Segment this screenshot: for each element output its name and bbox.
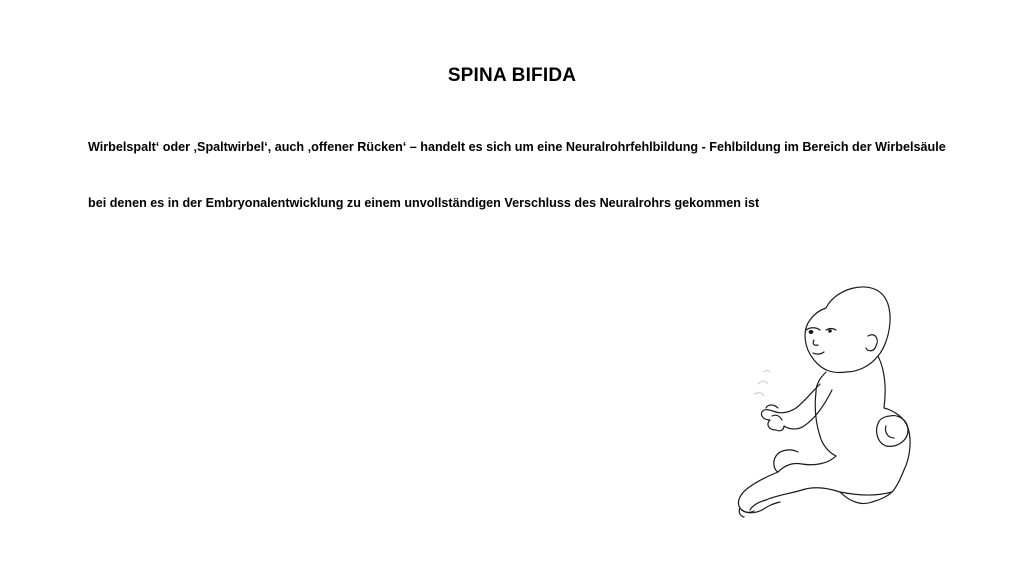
baby-spina-bifida-illustration	[728, 280, 924, 524]
paragraph-explanation: bei denen es in der Embryonalentwicklung zu einem unvollständigen Verschluss des Neuralrohrs gekommen ist	[88, 196, 760, 210]
slide-title: SPINA BIFIDA	[447, 65, 577, 86]
paragraph-definition: Wirbelspalt‘ oder ‚Spaltwirbel‘, auch ‚offener Rücken‘ – handelt es sich um eine Neuralrohrfehlbildung - Fehlbildung im Bereich der Wirbelsäule	[88, 140, 946, 154]
